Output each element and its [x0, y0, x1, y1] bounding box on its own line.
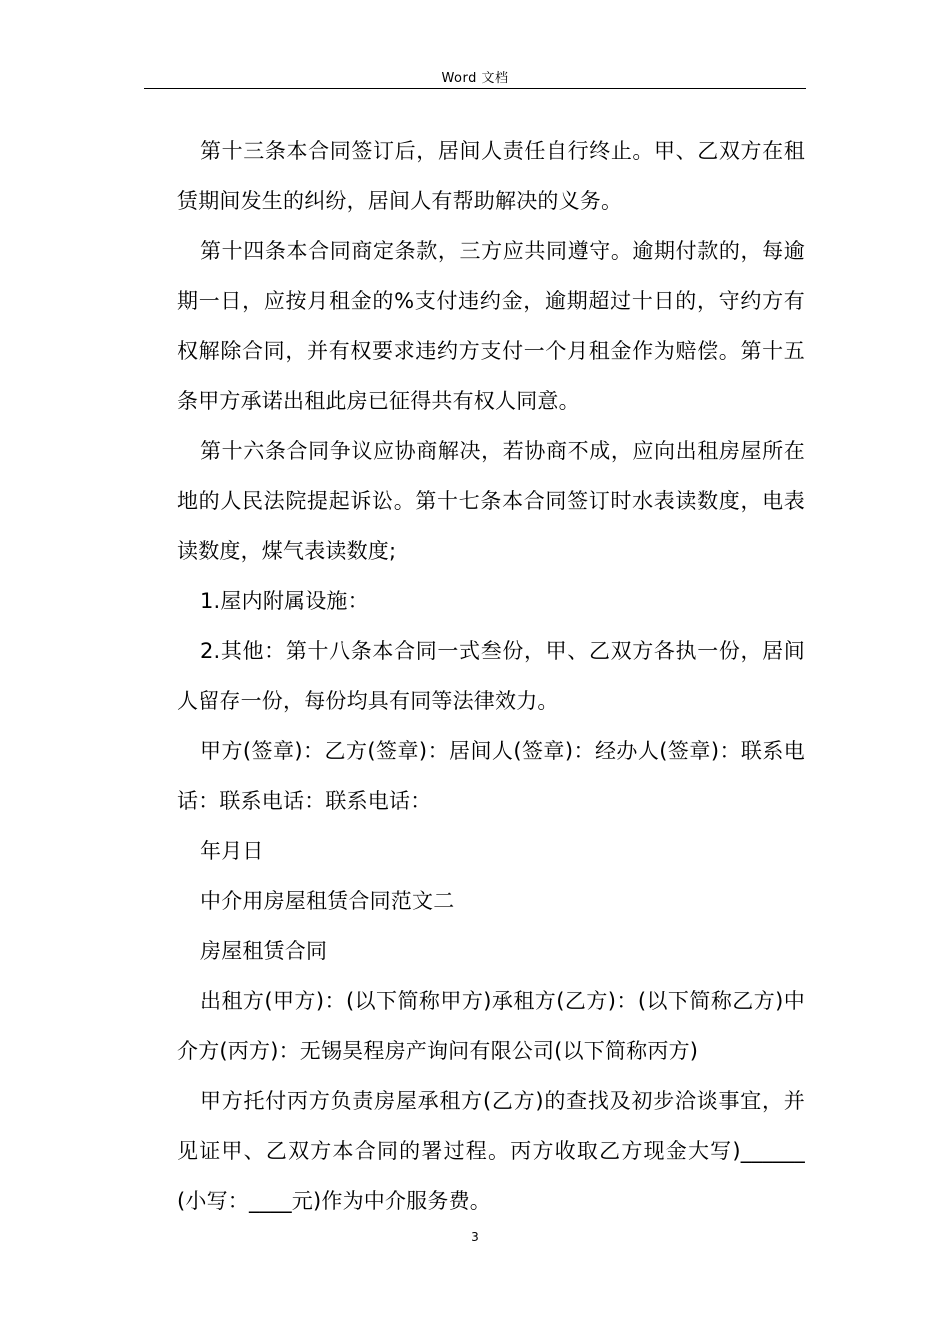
- paragraph-section-title: 中介用房屋租赁合同范文二: [200, 889, 455, 913]
- paragraph-article-14-15: 第十四条本合同商定条款，三方应共同遵守。逾期付款的，每逾期一日，应按月租金的%支付违约金，逾期超过十日的，守约方有权解除合同，并有权要求违约方支付一个月租金作为赔偿。第十五条甲方承诺出租此房已征得共有权人同意。: [177, 239, 805, 413]
- paragraph-article-16-17: 第十六条合同争议应协商解决，若协商不成，应向出租房屋所在地的人民法院提起诉讼。第十七条本合同签订时水表读数度，电表读数度，煤气表读数度;: [177, 439, 805, 563]
- paragraph-article-13: 第十三条本合同签订后，居间人责任自行终止。甲、乙双方在租赁期间发生的纠纷，居间人有帮助解决的义务。: [177, 139, 805, 213]
- paragraph-agency-fee: 甲方托付丙方负责房屋承租方(乙方)的查找及初步洽谈事宜，并见证甲、乙双方本合同的署过程。丙方收取乙方现金大写)______(小写：____元)作为中介服务费。: [177, 1089, 805, 1213]
- paragraph-item-1: 1.屋内附属设施：: [200, 589, 369, 613]
- paragraph-item-2: 2.其他：第十八条本合同一式叁份，甲、乙双方各执一份，居间人留存一份，每份均具有同等法律效力。: [177, 639, 805, 713]
- page-header: [144, 60, 806, 89]
- paragraph-date: 年月日: [200, 839, 264, 863]
- document-body: [177, 126, 805, 1226]
- page-number: 3: [471, 1230, 479, 1244]
- paragraph-contract-title: 房屋租赁合同: [200, 939, 328, 963]
- paragraph-signatures: 甲方(签章)：乙方(签章)：居间人(签章)：经办人(签章)：联系电话：联系电话：联系电话：: [177, 739, 805, 813]
- header-title: Word 文档: [441, 71, 509, 86]
- paragraph-parties: 出租方(甲方)：(以下简称甲方)承租方(乙方)：(以下简称乙方)中介方(丙方)：无锡昊程房产询问有限公司(以下简称丙方): [177, 989, 805, 1063]
